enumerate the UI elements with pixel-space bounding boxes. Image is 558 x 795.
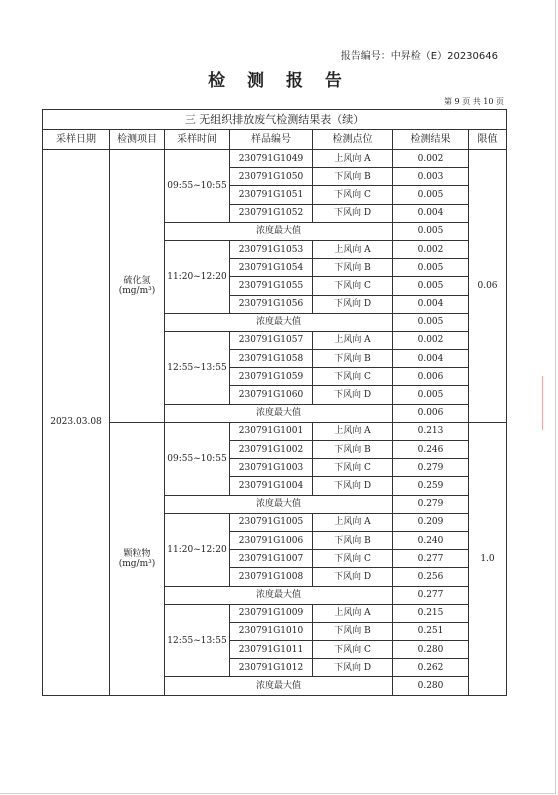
sample-id: 230791G1059 bbox=[230, 368, 313, 386]
result-value: 0.002 bbox=[393, 150, 469, 168]
result-value: 0.277 bbox=[393, 550, 469, 568]
sample-id: 230791G1005 bbox=[230, 513, 313, 531]
sample-id: 230791G1004 bbox=[230, 477, 313, 495]
sampling-point: 下风向 D bbox=[313, 568, 393, 586]
result-value: 0.006 bbox=[393, 368, 469, 386]
sampling-point: 上风向 A bbox=[313, 240, 393, 258]
sampling-point: 下风向 C bbox=[313, 368, 393, 386]
sampling-point: 上风向 A bbox=[313, 422, 393, 440]
result-value: 0.251 bbox=[393, 622, 469, 640]
sampling-point: 下风向 B bbox=[313, 531, 393, 549]
sample-id: 230791G1049 bbox=[230, 150, 313, 168]
column-header: 限值 bbox=[469, 130, 507, 150]
sample-id: 230791G1012 bbox=[230, 659, 313, 677]
sample-id: 230791G1006 bbox=[230, 531, 313, 549]
sample-id: 230791G1053 bbox=[230, 240, 313, 258]
sample-id: 230791G1050 bbox=[230, 168, 313, 186]
sample-id: 230791G1051 bbox=[230, 186, 313, 204]
test-item-unit: (mg/m³) bbox=[118, 558, 156, 569]
sample-id: 230791G1060 bbox=[230, 386, 313, 404]
column-header: 采样日期 bbox=[43, 130, 110, 150]
max-value: 0.277 bbox=[393, 586, 469, 604]
max-label: 浓度最大值 bbox=[165, 404, 393, 422]
sampling-time: 09:55~10:55 bbox=[165, 422, 230, 495]
test-item-cell bbox=[110, 422, 165, 695]
test-item-name: 硫化氢 bbox=[123, 275, 151, 286]
max-label: 浓度最大值 bbox=[165, 586, 393, 604]
sample-id: 230791G1057 bbox=[230, 331, 313, 349]
max-value: 0.005 bbox=[393, 222, 469, 240]
page-number: 第 9 页 共 10 页 bbox=[444, 97, 504, 106]
test-item-unit: (mg/m³) bbox=[118, 285, 156, 296]
report-number: 报告编号：中昇检（E）20230646 bbox=[340, 51, 498, 62]
result-value: 0.004 bbox=[393, 350, 469, 368]
sampling-point: 上风向 A bbox=[313, 604, 393, 622]
max-value: 0.005 bbox=[393, 313, 469, 331]
max-label: 浓度最大值 bbox=[165, 495, 393, 513]
result-value: 0.209 bbox=[393, 513, 469, 531]
sampling-time: 12:55~13:55 bbox=[165, 604, 230, 677]
header-row bbox=[43, 130, 507, 150]
sampling-point: 下风向 B bbox=[313, 168, 393, 186]
result-value: 0.256 bbox=[393, 568, 469, 586]
sampling-point: 下风向 B bbox=[313, 622, 393, 640]
sampling-point: 下风向 C bbox=[313, 186, 393, 204]
sampling-point: 上风向 A bbox=[313, 331, 393, 349]
result-value: 0.280 bbox=[393, 641, 469, 659]
sampling-point: 下风向 C bbox=[313, 641, 393, 659]
document-title: 检 测 报 告 bbox=[208, 71, 350, 91]
sample-id: 230791G1009 bbox=[230, 604, 313, 622]
max-label: 浓度最大值 bbox=[165, 222, 393, 240]
sampling-date: 2023.03.08 bbox=[43, 150, 110, 696]
result-value: 0.246 bbox=[393, 441, 469, 459]
table-title: 三 无组织排放废气检测结果表（续） bbox=[43, 110, 507, 130]
column-header: 采样时间 bbox=[165, 130, 230, 150]
limit-value: 1.0 bbox=[469, 422, 507, 695]
sampling-time: 11:20~12:20 bbox=[165, 513, 230, 586]
result-value: 0.005 bbox=[393, 386, 469, 404]
sampling-point: 下风向 D bbox=[313, 659, 393, 677]
max-value: 0.006 bbox=[393, 404, 469, 422]
result-value: 0.005 bbox=[393, 186, 469, 204]
sampling-time: 09:55~10:55 bbox=[165, 150, 230, 223]
result-value: 0.005 bbox=[393, 259, 469, 277]
sample-id: 230791G1058 bbox=[230, 350, 313, 368]
table-title-row bbox=[43, 110, 507, 130]
sample-id: 230791G1011 bbox=[230, 641, 313, 659]
column-header: 检测项目 bbox=[110, 130, 165, 150]
table-row bbox=[43, 150, 507, 168]
result-value: 0.002 bbox=[393, 331, 469, 349]
result-value: 0.004 bbox=[393, 204, 469, 222]
sampling-point: 下风向 D bbox=[313, 386, 393, 404]
sampling-point: 下风向 D bbox=[313, 204, 393, 222]
result-value: 0.240 bbox=[393, 531, 469, 549]
sampling-point: 下风向 C bbox=[313, 459, 393, 477]
result-value: 0.213 bbox=[393, 422, 469, 440]
result-value: 0.279 bbox=[393, 459, 469, 477]
test-item-name: 颗粒物 bbox=[123, 548, 151, 559]
sample-id: 230791G1007 bbox=[230, 550, 313, 568]
sample-id: 230791G1052 bbox=[230, 204, 313, 222]
sampling-point: 下风向 C bbox=[313, 277, 393, 295]
results-table bbox=[42, 109, 507, 696]
sample-id: 230791G1002 bbox=[230, 441, 313, 459]
result-value: 0.002 bbox=[393, 240, 469, 258]
column-header: 检测结果 bbox=[393, 130, 469, 150]
sample-id: 230791G1054 bbox=[230, 259, 313, 277]
max-value: 0.279 bbox=[393, 495, 469, 513]
sample-id: 230791G1055 bbox=[230, 277, 313, 295]
sampling-point: 上风向 A bbox=[313, 150, 393, 168]
sample-id: 230791G1001 bbox=[230, 422, 313, 440]
sampling-point: 下风向 B bbox=[313, 350, 393, 368]
result-value: 0.259 bbox=[393, 477, 469, 495]
sampling-point: 下风向 D bbox=[313, 477, 393, 495]
sample-id: 230791G1003 bbox=[230, 459, 313, 477]
limit-value: 0.06 bbox=[469, 150, 507, 423]
result-value: 0.004 bbox=[393, 295, 469, 313]
column-header: 样品编号 bbox=[230, 130, 313, 150]
sampling-point: 下风向 D bbox=[313, 295, 393, 313]
max-label: 浓度最大值 bbox=[165, 313, 393, 331]
test-item-cell bbox=[110, 150, 165, 423]
table-row bbox=[43, 422, 507, 440]
result-value: 0.215 bbox=[393, 604, 469, 622]
result-value: 0.005 bbox=[393, 277, 469, 295]
max-label: 浓度最大值 bbox=[165, 677, 393, 695]
sample-id: 230791G1056 bbox=[230, 295, 313, 313]
sampling-point: 下风向 C bbox=[313, 550, 393, 568]
max-value: 0.280 bbox=[393, 677, 469, 695]
sampling-point: 下风向 B bbox=[313, 259, 393, 277]
sampling-point: 下风向 B bbox=[313, 441, 393, 459]
sampling-point: 上风向 A bbox=[313, 513, 393, 531]
sample-id: 230791G1010 bbox=[230, 622, 313, 640]
column-header: 检测点位 bbox=[313, 130, 393, 150]
result-value: 0.262 bbox=[393, 659, 469, 677]
sampling-time: 11:20~12:20 bbox=[165, 240, 230, 313]
sample-id: 230791G1008 bbox=[230, 568, 313, 586]
seal-edge bbox=[542, 376, 555, 430]
sampling-time: 12:55~13:55 bbox=[165, 331, 230, 404]
result-value: 0.003 bbox=[393, 168, 469, 186]
